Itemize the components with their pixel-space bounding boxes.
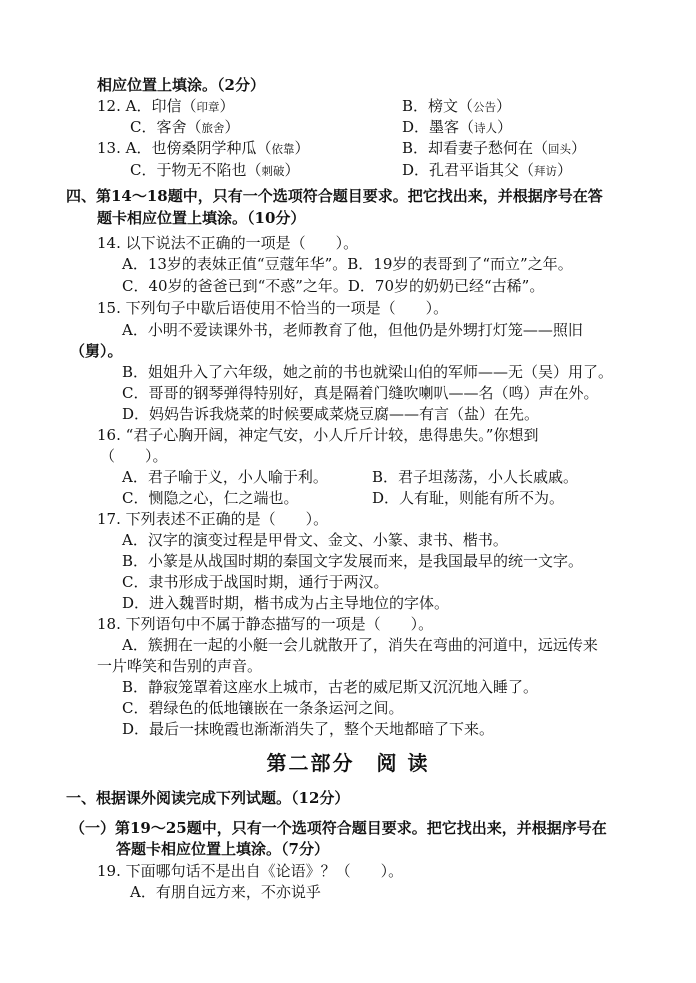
q18-option-a: A．簇拥在一起的小艇一会儿就散开了，消失在弯曲的河道中，远远传来 bbox=[122, 636, 598, 654]
q18-option-b: B．静寂笼罩着这座水上城市，古老的威尼斯又沉沉地入睡了。 bbox=[122, 678, 539, 696]
q19-stem: 19. 下面哪句话不是出自《论语》？（ ）。 bbox=[97, 862, 404, 880]
q18-option-a-cont: 一片哗笑和告别的声音。 bbox=[97, 657, 263, 675]
q17-option-b: B．小篆是从战国时期的秦国文字发展而来，是我国最早的统一文字。 bbox=[122, 552, 584, 570]
q13-option-a: 13. A．也傍桑阴学种瓜（依靠） bbox=[97, 139, 310, 157]
q16-option-d: D．人有耻，则能有所不为。 bbox=[372, 489, 565, 507]
q19-option-a: A．有朋自远方来，不亦说乎 bbox=[130, 883, 321, 901]
part2-title: 第二部分 阅 读 bbox=[266, 751, 430, 775]
q18-stem: 18. 下列语句中不属于静态描写的一项是（ ）。 bbox=[97, 615, 434, 633]
q13-option-d: D．孔君平诣其父（拜访） bbox=[402, 161, 573, 179]
prev-section-tail: 相应位置上填涂。（2分） bbox=[97, 76, 265, 94]
q15-option-d: D．妈妈告诉我烧菜的时候要咸菜烧豆腐——有言（盐）在先。 bbox=[122, 405, 540, 423]
q15-option-c: C．哥哥的钢琴弹得特别好，真是隔着门缝吹喇叭——名（鸣）声在外。 bbox=[122, 384, 599, 402]
q17-option-a: A．汉字的演变过程是甲骨文、金文、小篆、隶书、楷书。 bbox=[122, 531, 508, 549]
q17-stem: 17. 下列表述不正确的是（ ）。 bbox=[97, 510, 329, 528]
q12-option-a: 12. A．印信（印章） bbox=[97, 97, 235, 115]
q12-option-b: B．榜文（公告） bbox=[402, 97, 512, 115]
section4-heading: 四、第14～18题中，只有一个选项符合题目要求。把它找出来，并根据序号在答 bbox=[66, 187, 603, 205]
q16-option-c: C．恻隐之心，仁之端也。 bbox=[122, 489, 299, 507]
q13-option-b: B．却看妻子愁何在（回头） bbox=[402, 139, 587, 157]
q18-option-c: C．碧绿色的低地镶嵌在一条条运河之间。 bbox=[122, 699, 404, 717]
q14-options-ab: A．13岁的表妹正值“豆蔻年华”。B．19岁的表哥到了“而立”之年。 bbox=[122, 255, 573, 273]
reading-subsection-heading-cont: 答题卡相应位置上填涂。（7分） bbox=[116, 840, 329, 858]
reading-subsection-heading: （一）第19～25题中，只有一个选项符合题目要求。把它找出来，并根据序号在 bbox=[70, 819, 607, 837]
q12-option-c: C．客舍（旅舍） bbox=[130, 118, 240, 136]
q17-option-d: D．进入魏晋时期，楷书成为占主导地位的字体。 bbox=[122, 594, 450, 612]
q16-stem: 16. “君子心胸开阔，神定气安，小人斤斤计较，患得患失。”你想到 bbox=[97, 426, 539, 444]
q15-option-a: A．小明不爱读课外书，老师教育了他，但他仍是外甥打灯笼——照旧 bbox=[122, 321, 583, 339]
section4-heading-cont: 题卡相应位置上填涂。（10分） bbox=[97, 209, 306, 227]
q14-options-cd: C．40岁的爸爸已到“不惑”之年。D．70岁的奶奶已经“古稀”。 bbox=[122, 277, 545, 295]
q16-option-a: A．君子喻于义，小人喻于利。 bbox=[122, 468, 328, 486]
reading-section1-heading: 一、根据课外阅读完成下列试题。（12分） bbox=[66, 789, 350, 807]
q17-option-c: C．隶书形成于战国时期，通行于两汉。 bbox=[122, 573, 389, 591]
q12-option-d: D．墨客（诗人） bbox=[402, 118, 513, 136]
q15-stem: 15. 下列句子中歇后语使用不恰当的一项是（ ）。 bbox=[97, 299, 449, 317]
q16-stem-cont: （ ）。 bbox=[100, 447, 168, 465]
q13-option-c: C．于物无不陷也（刺破） bbox=[130, 161, 300, 179]
q15-option-a-cont: （舅）。 bbox=[70, 342, 123, 360]
q18-option-d: D．最后一抹晚霞也渐渐消失了，整个天地都暗了下来。 bbox=[122, 720, 495, 738]
q14-stem: 14. 以下说法不正确的一项是（ ）。 bbox=[97, 234, 359, 252]
q16-option-b: B．君子坦荡荡，小人长戚戚。 bbox=[372, 468, 579, 486]
q15-option-b: B．姐姐升入了六年级，她之前的书也就梁山伯的军师——无（吴）用了。 bbox=[122, 363, 614, 381]
